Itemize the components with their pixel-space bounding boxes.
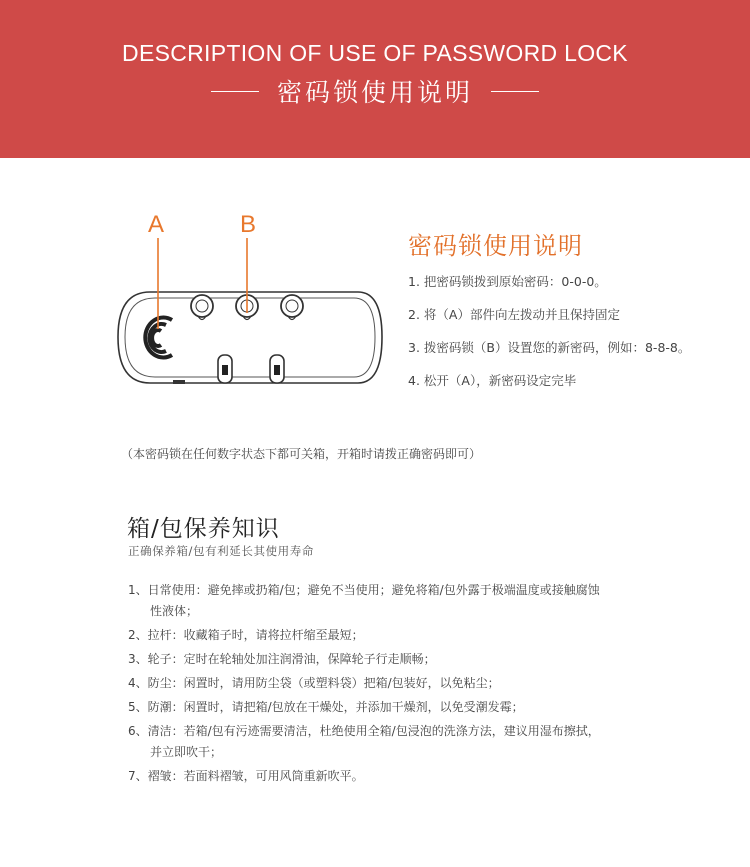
label-a: A: [148, 211, 165, 238]
header-banner: [0, 0, 750, 158]
instruction-step: 2. 将（A）部件向左拨动并且保持固定: [408, 307, 620, 322]
care-item-text: 6、清洁：若箱/包有污迹需要清洁，杜绝使用全箱/包浸泡的洗涤方法，建议用湿布擦拭，: [128, 724, 600, 738]
dial-wheel-3: [281, 295, 303, 320]
care-item: [128, 580, 648, 622]
care-item-continuation: 并立即吹干；: [150, 745, 223, 759]
care-item-continuation: 性液体；: [150, 604, 199, 618]
label-b: B: [240, 211, 257, 238]
care-item: [128, 721, 648, 763]
instruction-step: 3. 拨密码锁（B）设置您的新密码，例如：8-8-8。: [408, 340, 691, 355]
care-item: [128, 697, 648, 718]
right-divider-line: [491, 91, 539, 92]
instruction-steps: [408, 272, 690, 404]
banner-title-row: [0, 74, 750, 108]
left-divider-line: [211, 91, 259, 92]
lock-illustration: [110, 205, 400, 405]
banner-title-en: DESCRIPTION OF USE OF PASSWORD LOCK: [122, 40, 628, 66]
banner-title-zh: 密码锁使用说明: [276, 78, 473, 107]
shackle-slot-2: [270, 355, 284, 383]
care-item: [128, 673, 648, 694]
password-lock-diagram: [110, 205, 400, 405]
care-item-text: 7、褶皱：若面料褶皱，可用风筒重新吹平。: [128, 769, 364, 783]
instructions-title: 密码锁使用说明: [408, 232, 583, 260]
care-item-text: 4、防尘：闲置时，请用防尘袋（或塑料袋）把箱/包装好，以免粘尘；: [128, 676, 500, 690]
care-item: [128, 649, 648, 670]
care-item-text: 3、轮子：定时在轮轴处加注润滑油，保障轮子行走顺畅；: [128, 652, 436, 666]
care-title: 箱/包保养知识: [127, 516, 280, 542]
shackle-slot-1: [218, 355, 232, 383]
instruction-step: 1. 把密码锁拨到原始密码：0-0-0。: [408, 274, 607, 289]
lock-bottom-tab: [173, 380, 185, 384]
care-item-text: 5、防潮：闲置时，请把箱/包放在干燥处，并添加干燥剂，以免受潮发霉；: [128, 700, 524, 714]
dial-wheel-1: [191, 295, 213, 320]
care-item: [128, 625, 648, 646]
care-item: [128, 766, 648, 787]
care-item-text: 1、日常使用：避免摔或扔箱/包；避免不当使用；避免将箱/包外露于极端温度或接触腐蚀: [128, 583, 600, 597]
care-item-text: 2、拉杆：收藏箱子时，请将拉杆缩至最短；: [128, 628, 364, 642]
usage-note: （本密码锁在任何数字状态下都可关箱，开箱时请拨正确密码即可）: [121, 447, 482, 461]
care-subtitle: 正确保养箱/包有利延长其使用寿命: [128, 544, 314, 558]
care-list: [128, 580, 648, 790]
instruction-step: 4. 松开（A），新密码设定完毕: [408, 373, 577, 388]
